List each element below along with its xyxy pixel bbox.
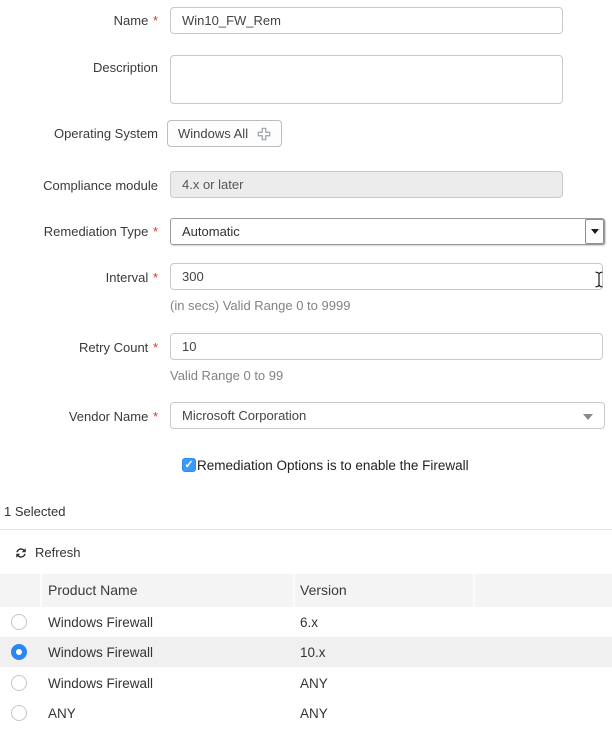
vendor-name-label-text: Vendor Name (68, 409, 149, 424)
version-cell: 10.x (300, 645, 326, 660)
retry-count-hint: Valid Range 0 to 99 (170, 368, 284, 383)
table-header (0, 574, 612, 608)
product-name-cell: Windows Firewall (48, 615, 154, 630)
product-name-cell: Windows Firewall (48, 676, 154, 691)
product-name-cell: ANY (48, 706, 76, 721)
retry-count-label (0, 340, 158, 355)
product-name-cell: Windows Firewall (48, 645, 154, 660)
refresh-icon (14, 546, 28, 560)
remediation-type-label (0, 224, 158, 239)
required-marker: * (152, 270, 158, 285)
text-cursor (594, 271, 604, 293)
vendor-name-label (0, 409, 158, 424)
required-marker: * (152, 340, 158, 355)
refresh-button[interactable] (14, 545, 81, 560)
select-arrow-button[interactable] (585, 219, 604, 244)
compliance-module-label-text: Compliance module (43, 178, 158, 193)
interval-label-text: Interval (105, 270, 149, 285)
retry-count-input[interactable] (170, 333, 603, 360)
check-icon: ✓ (184, 458, 194, 471)
interval-label (0, 270, 158, 285)
row-radio-button[interactable] (11, 705, 27, 721)
remediation-type-label-text: Remediation Type (43, 224, 149, 239)
vendor-name-value: Microsoft Corporation (182, 408, 307, 423)
table-row[interactable] (0, 607, 612, 637)
name-label-text: Name (113, 13, 149, 28)
description-label-text: Description (92, 60, 158, 75)
remediation-type-select[interactable] (170, 218, 605, 245)
selection-count: 1 Selected (4, 504, 66, 519)
add-icon[interactable] (257, 127, 271, 141)
required-marker: * (152, 224, 158, 239)
operating-system-label-text: Operating System (53, 126, 158, 141)
version-cell: ANY (300, 676, 328, 691)
retry-count-label-text: Retry Count (78, 340, 149, 355)
operating-system-value: Windows All (178, 126, 249, 141)
name-label (0, 13, 158, 28)
chevron-down-icon (583, 414, 593, 420)
remediation-type-value: Automatic (182, 224, 240, 239)
compliance-module-field (170, 171, 563, 198)
interval-input[interactable] (170, 263, 603, 290)
remediation-options-checkbox[interactable] (182, 458, 196, 472)
description-label (0, 60, 158, 75)
version-cell: ANY (300, 706, 328, 721)
name-input[interactable] (170, 7, 563, 34)
version-cell: 6.x (300, 615, 319, 630)
refresh-label: Refresh (35, 545, 81, 560)
table-row[interactable] (0, 668, 612, 698)
column-separator (40, 574, 42, 607)
column-separator (473, 574, 475, 607)
compliance-module-label (0, 178, 158, 193)
row-radio-button[interactable] (11, 614, 27, 630)
section-divider (0, 529, 612, 530)
row-radio-button[interactable] (11, 644, 27, 660)
column-separator (293, 574, 295, 607)
required-marker: * (152, 409, 158, 424)
vendor-name-select[interactable] (170, 402, 605, 429)
operating-system-selector[interactable] (167, 120, 282, 147)
remediation-options-label: Remediation Options is to enable the Firewall (197, 457, 469, 473)
column-header-product-name[interactable]: Product Name (48, 582, 138, 598)
row-radio-button[interactable] (11, 675, 27, 691)
description-input[interactable] (170, 55, 563, 104)
required-marker: * (152, 13, 158, 28)
column-header-version[interactable]: Version (300, 582, 347, 598)
compliance-module-value: 4.x or later (182, 177, 244, 192)
remediation-options-row (182, 456, 469, 474)
caret-down-icon (591, 229, 599, 234)
operating-system-label (0, 126, 158, 141)
table-row[interactable] (0, 698, 612, 728)
interval-hint: (in secs) Valid Range 0 to 9999 (170, 298, 351, 313)
table-row[interactable] (0, 637, 612, 667)
